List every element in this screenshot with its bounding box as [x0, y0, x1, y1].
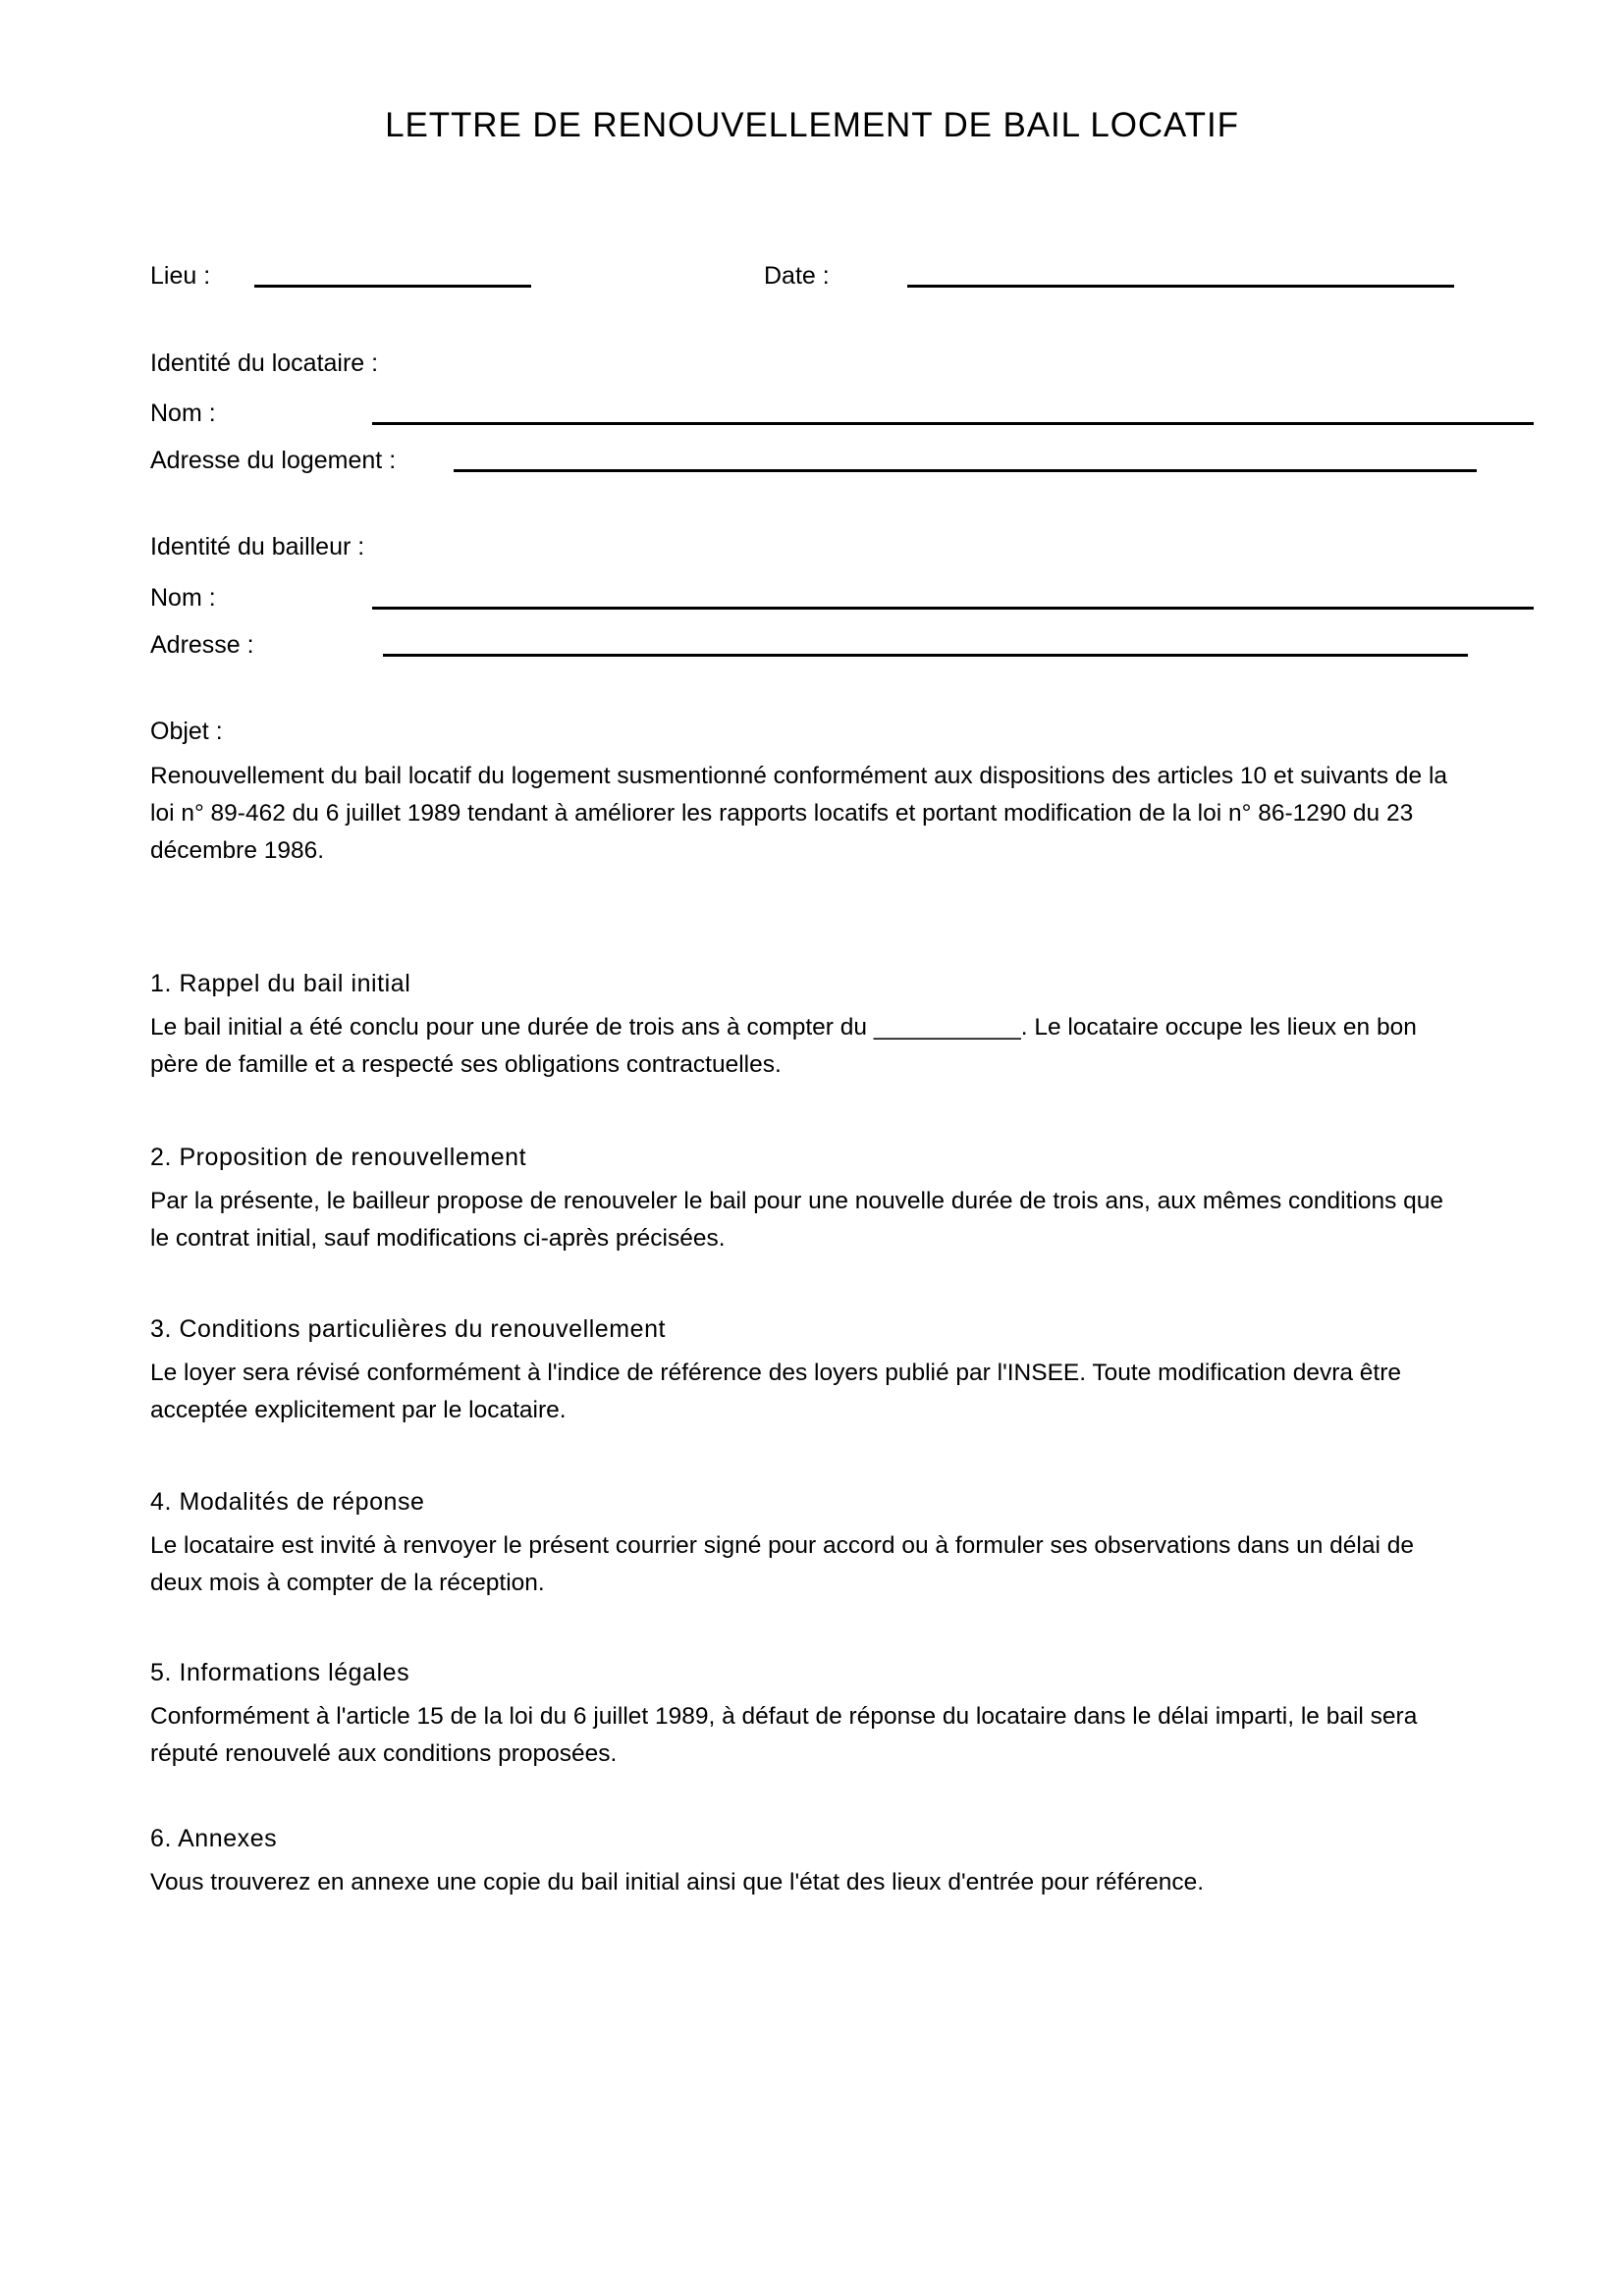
section-5-body: Conformément à l'article 15 de la loi du 6 juillet 1989, à défaut de réponse du locataire dans le délai imparti, le bail sera réputé renouvelé aux conditions proposées. — [150, 1703, 1418, 1767]
tenant-adresse-input-rule[interactable] — [454, 469, 1477, 472]
section-1-heading: 1. Rappel du bail initial — [150, 970, 411, 997]
landlord-adresse-input-rule[interactable] — [383, 654, 1468, 657]
tenant-nom-row — [150, 395, 1534, 428]
section-1-body-part2: . Le locataire occupe les lieux en bon père de famille et a respecté ses obligations contractuelles. — [150, 1014, 1417, 1078]
section-3-body: Le loyer sera révisé conformément à l'indice de référence des loyers publié par l'INSEE. Toute modification devra être acceptée explicitement par le locataire. — [150, 1360, 1402, 1423]
tenant-adresse-row — [150, 442, 1477, 475]
tenant-nom-input-rule[interactable] — [372, 422, 1534, 425]
section-4-body: Le locataire est invité à renvoyer le présent courrier signé pour accord ou à formuler ses observations dans un délai de deux mois à compter de la réception. — [150, 1532, 1414, 1596]
lieu-label: Lieu : — [150, 262, 211, 290]
landlord-nom-input-rule[interactable] — [372, 607, 1534, 610]
section-6-body: Vous trouverez en annexe une copie du bail initial ainsi que l'état des lieux d'entrée pour référence. — [150, 1869, 1205, 1896]
landlord-adresse-row — [150, 626, 1468, 660]
lieu-input-rule[interactable] — [254, 285, 531, 288]
landlord-adresse-label: Adresse : — [150, 631, 254, 659]
date-label: Date : — [764, 262, 830, 290]
objet-heading: Objet : — [150, 718, 223, 745]
section-2-heading: 2. Proposition de renouvellement — [150, 1144, 527, 1171]
tenant-adresse-label: Adresse du logement : — [150, 447, 397, 474]
section-1-body-part1: Le bail initial a été conclu pour une durée de trois ans à compter du — [150, 1014, 874, 1041]
section-1-body — [150, 1009, 1456, 1084]
section-6-heading: 6. Annexes — [150, 1825, 278, 1852]
section-1-date-blank[interactable]: ___________ — [873, 1014, 1021, 1041]
landlord-identity-heading: Identité du bailleur : — [150, 533, 365, 561]
tenant-identity-heading: Identité du locataire : — [150, 349, 379, 377]
date-field-row — [764, 257, 1454, 291]
tenant-nom-label: Nom : — [150, 400, 216, 427]
landlord-nom-label: Nom : — [150, 584, 216, 612]
section-4-heading: 4. Modalités de réponse — [150, 1488, 425, 1516]
page-title: LETTRE DE RENOUVELLEMENT DE BAIL LOCATIF — [385, 106, 1239, 144]
objet-body: Renouvellement du bail locatif du logement susmentionné conformément aux dispositions des articles 10 et suivants de la loi n° 89-462 du 6 juillet 1989 tendant à améliorer les rapports locatifs et portant modification de la loi n° 86-1290 du 23 décembre 1986. — [150, 763, 1448, 864]
section-3-heading: 3. Conditions particulières du renouvellement — [150, 1315, 667, 1343]
section-2-body: Par la présente, le bailleur propose de renouveler le bail pour une nouvelle durée de trois ans, aux mêmes conditions que le contrat initial, sauf modifications ci-après précisées. — [150, 1188, 1444, 1252]
landlord-nom-row — [150, 579, 1534, 613]
section-5-heading: 5. Informations légales — [150, 1659, 410, 1686]
date-input-rule[interactable] — [907, 285, 1454, 288]
lieu-field-row — [150, 257, 531, 291]
